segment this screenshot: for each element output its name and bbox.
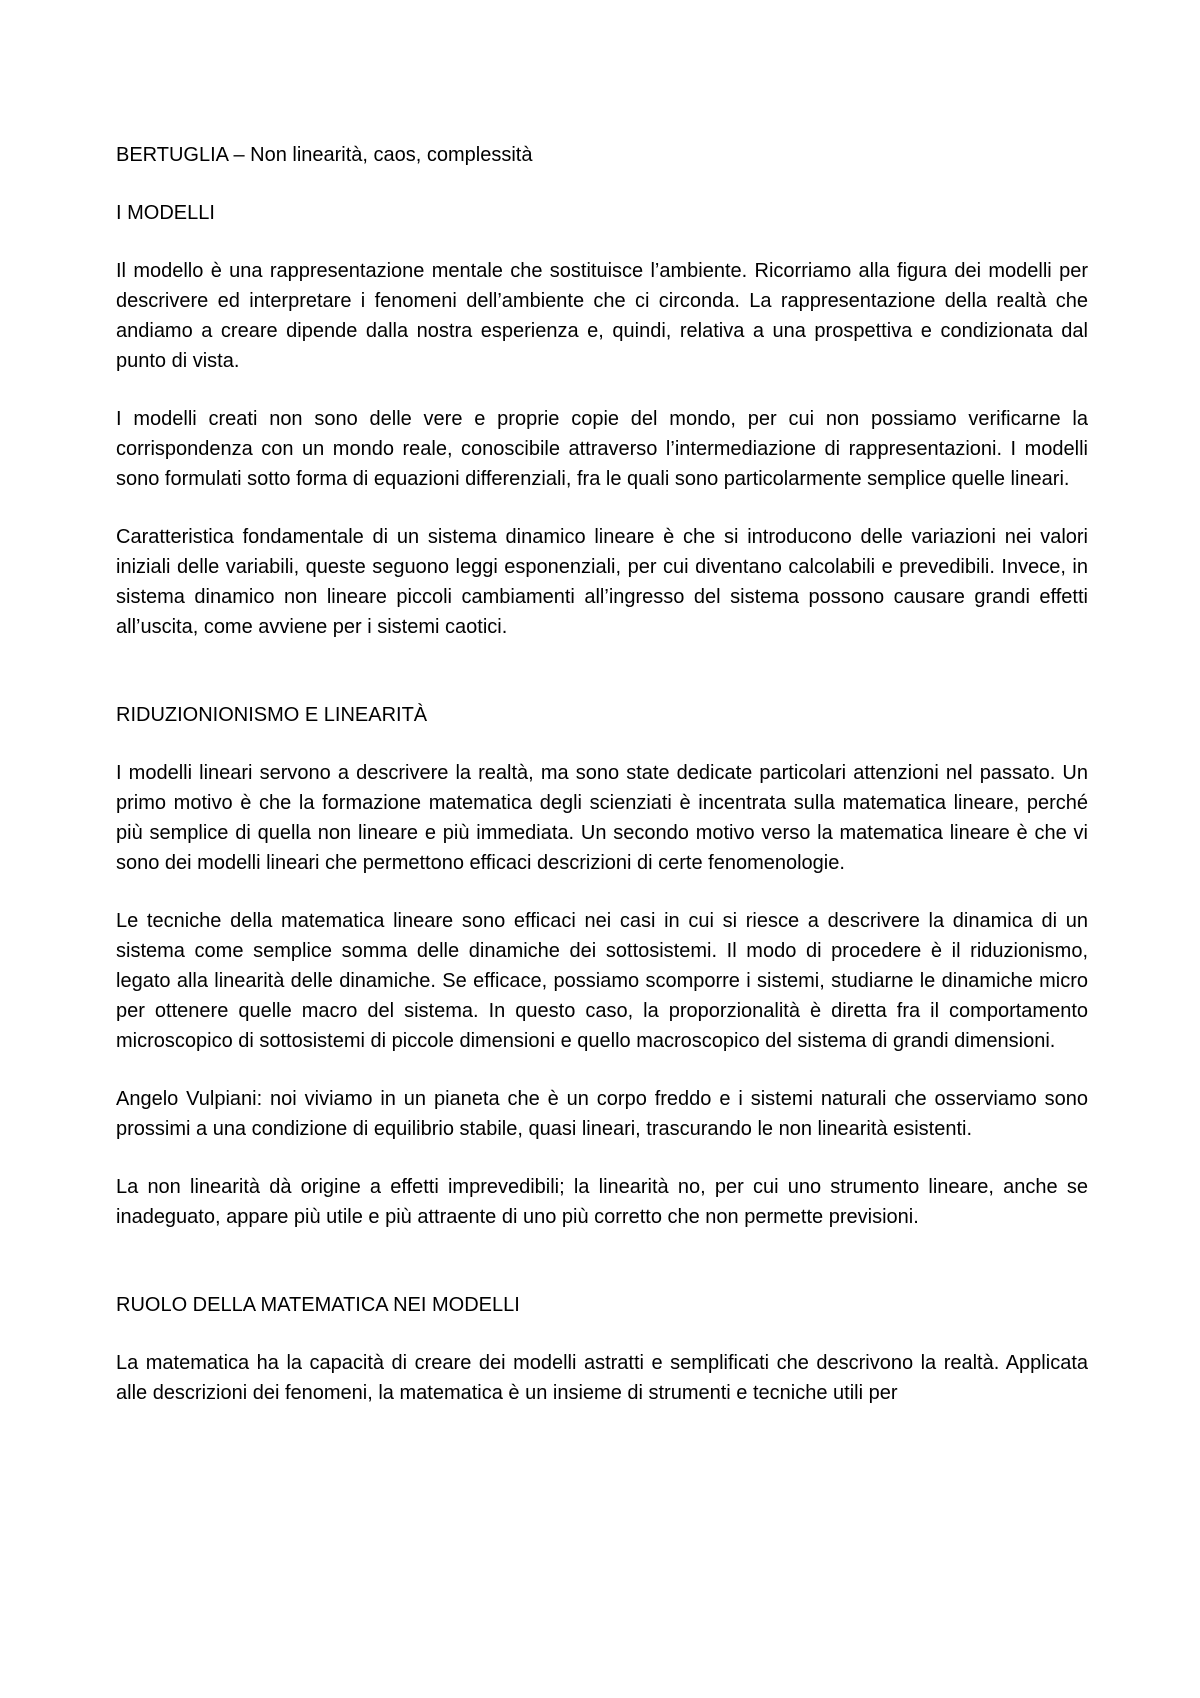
- paragraph: I modelli lineari servono a descrivere la realtà, ma sono state dedicate particolari attenzioni nel passato. Un primo motivo è che la formazione matematica degli scienziati è incentrata sulla matematica lineare, perché più semplice di quella non lineare e più immediata. Un secondo motivo verso la matematica lineare è che vi sono dei modelli lineari che permettono efficaci descrizioni di certe fenomenologie.: [116, 762, 1088, 874]
- paragraph: I modelli creati non sono delle vere e proprie copie del mondo, per cui non possiamo verificarne la corrispondenza con un mondo reale, conoscibile attraverso l’intermediazione di rappresentazioni. I modelli sono formulati sotto forma di equazioni differenziali, fra le quali sono particolarmente semplice quelle lineari.: [116, 408, 1088, 490]
- paragraph: Il modello è una rappresentazione mentale che sostituisce l’ambiente. Ricorriamo alla figura dei modelli per descrivere ed interpretare i fenomeni dell’ambiente che ci circonda. La rappresentazione della realtà che andiamo a creare dipende dalla nostra esperienza e, quindi, relativa a una prospettiva e condizionata dal punto di vista.: [116, 260, 1088, 372]
- section-heading-matematica: RUOLO DELLA MATEMATICA NEI MODELLI: [116, 1294, 520, 1316]
- paragraph: Caratteristica fondamentale di un sistema dinamico lineare è che si introducono delle variazioni nei valori iniziali delle variabili, queste seguono leggi esponenziali, per cui diventano calcolabili e prevedibili. Invece, in sistema dinamico non lineare piccoli cambiamenti all’ingresso del sistema possono causare grandi effetti all’uscita, come avviene per i sistemi caotici.: [116, 526, 1088, 638]
- section-heading-riduzionismo: RIDUZIONIONISMO E LINEARITÀ: [116, 704, 428, 726]
- document-page: [116, 140, 1088, 1408]
- paragraph: La non linearità dà origine a effetti imprevedibili; la linearità no, per cui uno strumento lineare, anche se inadeguato, appare più utile e più attraente di uno più corretto che non permette previsioni.: [116, 1176, 1088, 1228]
- section-heading-modelli: I MODELLI: [116, 202, 215, 224]
- document-title: BERTUGLIA – Non linearità, caos, complessità: [116, 144, 533, 166]
- paragraph: Le tecniche della matematica lineare sono efficaci nei casi in cui si riesce a descrivere la dinamica di un sistema come semplice somma delle dinamiche dei sottosistemi. Il modo di procedere è il riduzionismo, legato alla linearità delle dinamiche. Se efficace, possiamo scomporre i sistemi, studiarne le dinamiche micro per ottenere quelle macro del sistema. In questo caso, la proporzionalità è diretta fra il comportamento microscopico di sottosistemi di piccole dimensioni e quello macroscopico del sistema di grandi dimensioni.: [116, 910, 1088, 1052]
- paragraph: La matematica ha la capacità di creare dei modelli astratti e semplificati che descrivono la realtà. Applicata alle descrizioni dei fenomeni, la matematica è un insieme di strumenti e tecniche utili per: [116, 1352, 1088, 1404]
- paragraph: Angelo Vulpiani: noi viviamo in un pianeta che è un corpo freddo e i sistemi naturali che osserviamo sono prossimi a una condizione di equilibrio stabile, quasi lineari, trascurando le non linearità esistenti.: [116, 1088, 1088, 1140]
